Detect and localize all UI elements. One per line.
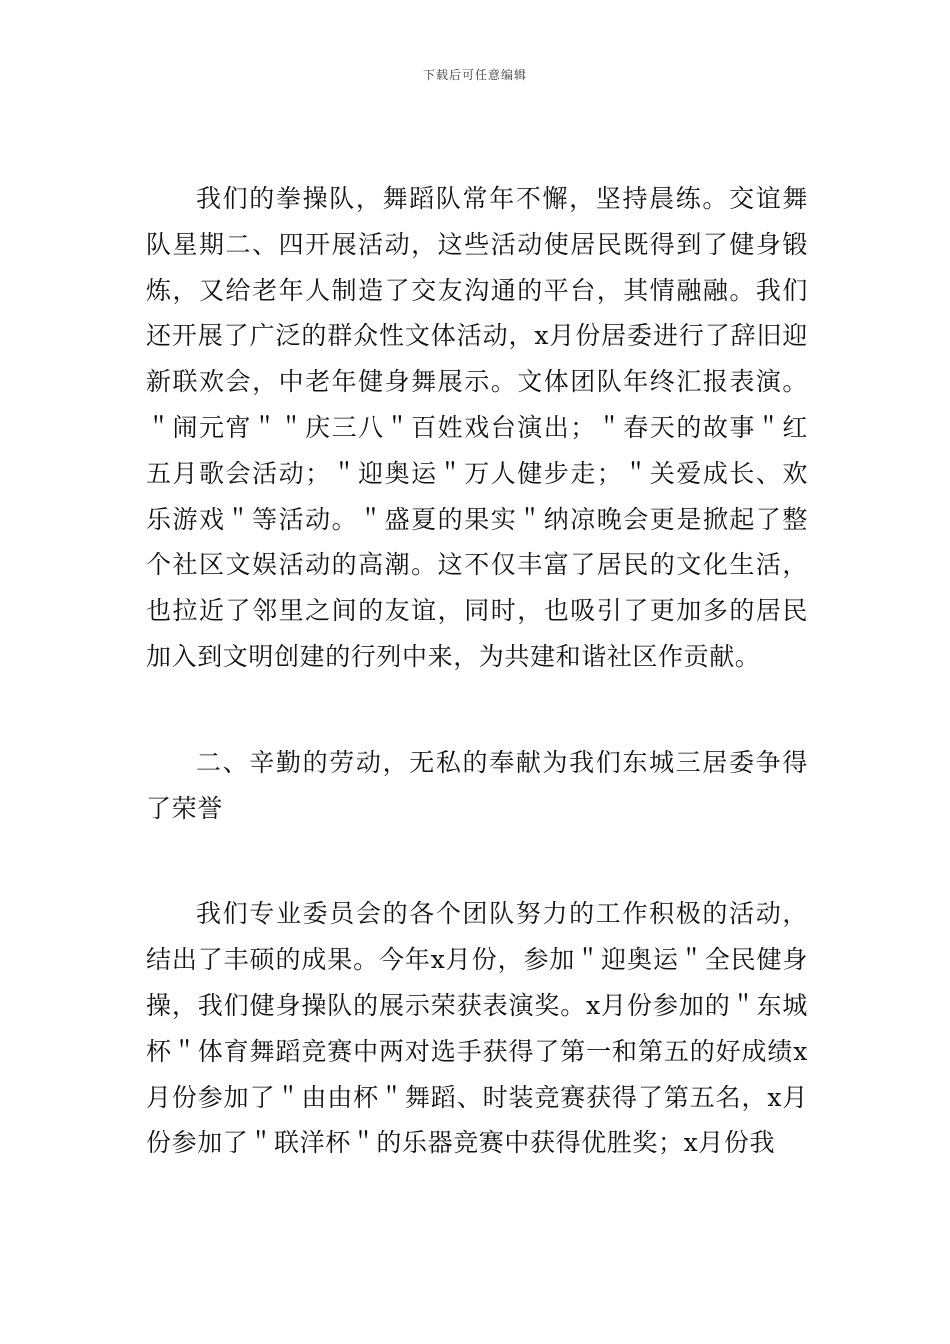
- document-body: [146, 176, 808, 1166]
- paragraph-activities: 我们的拳操队，舞蹈队常年不懈，坚持晨练。交谊舞队星期二、四开展活动，这些活动使居民既得到了健身锻炼，又给老年人制造了交友沟通的平台，其情融融。我们还开展了广泛的群众性文体活动，x月份居委进行了辞旧迎新联欢会，中老年健身舞展示。文体团队年终汇报表演。＂闹元宵＂＂庆三八＂百姓戏台演出；＂春天的故事＂红五月歌会活动；＂迎奥运＂万人健步走；＂关爱成长、欢乐游戏＂等活动。＂盛夏的果实＂纳凉晚会更是掀起了整个社区文娱活动的高潮。这不仅丰富了居民的文化生活，也拉近了邻里之间的友谊，同时，也吸引了更加多的居民加入到文明创建的行列中来，为共建和谐社区作贡献。: [146, 184, 808, 671]
- page-header: 下载后可任意编辑: [422, 68, 527, 82]
- section-heading: 二、辛勤的劳动，无私的奉献为我们东城三居委争得了荣誉: [146, 747, 808, 823]
- paragraph-achievements: 我们专业委员会的各个团队努力的工作积极的活动，结出了丰硕的成果。今年x月份，参加＂迎奥运＂全民健身操，我们健身操队的展示荣获表演奖。x月份参加的＂东城杯＂体育舞蹈竞赛中两对选手获得了第一和第五的好成绩x月份参加了＂由由杯＂舞蹈、时装竞赛获得了第五名，x月份参加了＂联洋杯＂的乐器竞赛中获得优胜奖；x月份我: [146, 899, 808, 1158]
